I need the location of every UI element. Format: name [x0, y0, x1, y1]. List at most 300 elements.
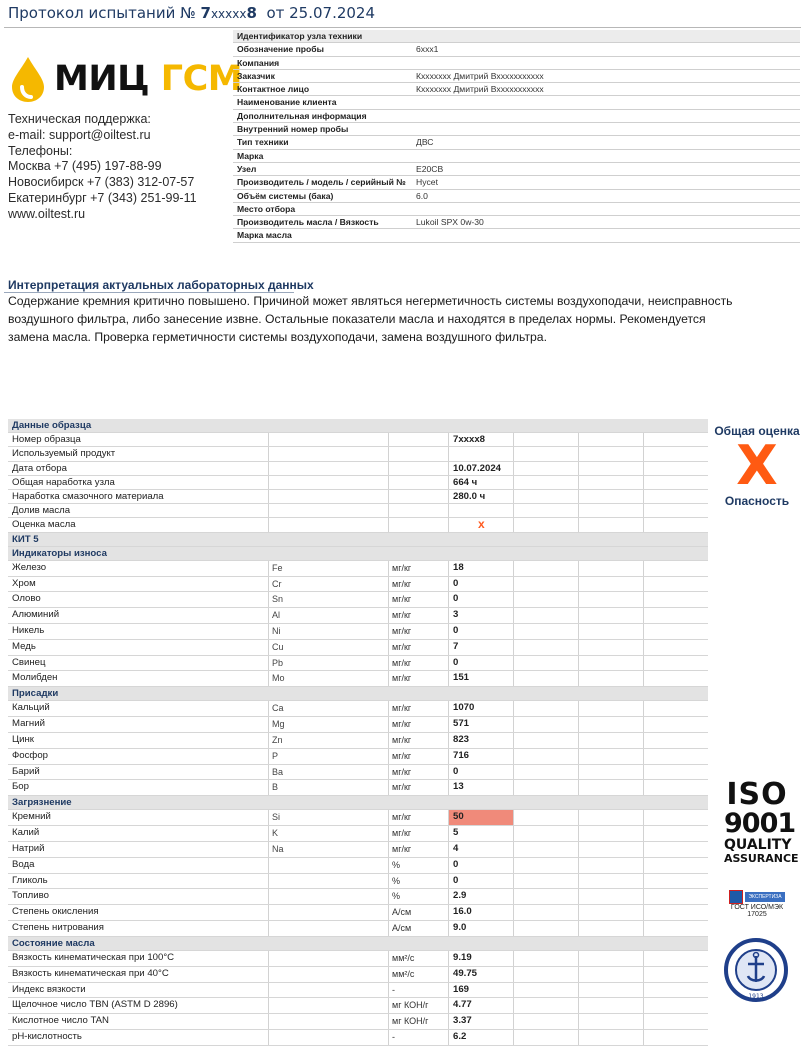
- parameter-symbol: Zn: [272, 735, 283, 746]
- ident-label: Тип техники: [237, 137, 289, 148]
- parameter-name: Медь: [12, 640, 36, 652]
- results-table: [8, 419, 708, 1046]
- column-divider: [513, 967, 514, 982]
- parameter-value: 0: [453, 625, 459, 637]
- column-divider: [578, 1030, 579, 1045]
- table-row: [8, 561, 708, 577]
- ident-value: Hycet: [416, 177, 438, 188]
- column-divider: [513, 810, 514, 825]
- parameter-value: 16.0: [453, 906, 472, 918]
- parameter-unit: мг/кг: [392, 578, 412, 589]
- parameter-unit: мм²/с: [392, 968, 415, 979]
- sample-value: 664 ч: [453, 476, 478, 488]
- parameter-name: Вода: [12, 858, 35, 870]
- iso-line: 9001: [724, 808, 796, 839]
- column-divider: [448, 504, 449, 517]
- parameter-name: Вязкость кинематическая при 100°С: [12, 951, 175, 963]
- column-divider: [448, 640, 449, 655]
- parameter-symbol: Ba: [272, 766, 284, 777]
- column-divider: [388, 640, 389, 655]
- column-divider: [643, 905, 644, 920]
- column-divider: [578, 733, 579, 748]
- ident-value: [412, 150, 416, 162]
- column-divider: [268, 561, 269, 576]
- parameter-name: Индекс вязкости: [12, 983, 86, 995]
- column-divider: [268, 749, 269, 764]
- column-divider: [448, 462, 449, 475]
- column-divider: [643, 433, 644, 446]
- column-divider: [643, 717, 644, 732]
- column-divider: [268, 671, 269, 686]
- column-divider: [513, 889, 514, 904]
- column-divider: [643, 624, 644, 639]
- column-divider: [448, 490, 449, 503]
- column-divider: [268, 765, 269, 780]
- parameter-symbol: B: [272, 782, 279, 793]
- danger-x-icon: X: [736, 434, 778, 497]
- column-divider: [448, 765, 449, 780]
- column-divider: [643, 921, 644, 936]
- column-divider: [513, 624, 514, 639]
- section-contamination: Загрязнение: [8, 796, 708, 810]
- column-divider: [388, 983, 389, 998]
- column-divider: [578, 905, 579, 920]
- parameter-name: Калий: [12, 827, 40, 839]
- ident-row: [233, 96, 800, 109]
- parameter-symbol: Sn: [272, 594, 284, 605]
- sample-label: Используемый продукт: [12, 448, 116, 460]
- column-divider: [643, 656, 644, 671]
- column-divider: [268, 504, 269, 517]
- column-divider: [513, 701, 514, 716]
- parameter-value: 0: [453, 765, 459, 777]
- column-divider: [578, 826, 579, 841]
- parameter-symbol: Cu: [272, 641, 284, 652]
- column-divider: [643, 749, 644, 764]
- ident-label: Контактное лицо: [237, 84, 310, 95]
- overall-status: Опасность: [724, 494, 790, 508]
- table-row: [8, 889, 708, 905]
- column-divider: [388, 561, 389, 576]
- column-divider: [388, 624, 389, 639]
- column-divider: [268, 983, 269, 998]
- column-divider: [448, 701, 449, 716]
- parameter-unit: мг/кг: [392, 750, 412, 761]
- parameter-name: Цинк: [12, 734, 34, 746]
- section-additives: Присадки: [8, 687, 708, 701]
- column-divider: [388, 577, 389, 592]
- ident-row: [233, 203, 800, 216]
- column-divider: [578, 608, 579, 623]
- table-row: [8, 998, 708, 1014]
- column-divider: [513, 561, 514, 576]
- column-divider: [643, 1014, 644, 1029]
- ident-value: Кxxxxxxx Дмитрий Вxxxxxxxxxxx: [416, 84, 544, 95]
- ident-row: [233, 43, 800, 56]
- report-number-part: 8: [246, 4, 257, 22]
- table-row: [8, 780, 708, 796]
- parameter-unit: мг/кг: [392, 562, 412, 573]
- column-divider: [643, 490, 644, 503]
- register-seal-icon: [724, 938, 788, 1002]
- parameter-unit: мг КОН/г: [392, 1016, 429, 1027]
- column-divider: [268, 433, 269, 446]
- column-divider: [643, 701, 644, 716]
- parameter-name: Натрий: [12, 843, 45, 854]
- parameter-unit: мг/кг: [392, 782, 412, 793]
- column-divider: [388, 1030, 389, 1045]
- parameter-unit: мг/кг: [392, 844, 412, 854]
- column-divider: [578, 1014, 579, 1029]
- column-divider: [268, 462, 269, 475]
- ident-row: [233, 150, 800, 163]
- table-row: [8, 476, 708, 490]
- column-divider: [578, 717, 579, 732]
- table-row: [8, 518, 708, 532]
- column-divider: [448, 998, 449, 1013]
- column-divider: [578, 810, 579, 825]
- parameter-name: Гликоль: [12, 874, 48, 886]
- column-divider: [643, 447, 644, 460]
- column-divider: [388, 656, 389, 671]
- column-divider: [448, 951, 449, 966]
- iso-line: QUALITY: [724, 837, 792, 853]
- column-divider: [513, 780, 514, 795]
- column-divider: [388, 765, 389, 780]
- parameter-symbol: Fe: [272, 562, 283, 573]
- table-row: [8, 765, 708, 781]
- column-divider: [513, 490, 514, 503]
- column-divider: [513, 905, 514, 920]
- column-divider: [578, 476, 579, 489]
- parameter-unit: мг/кг: [392, 828, 412, 839]
- table-row: [8, 921, 708, 937]
- parameter-unit: мг/кг: [392, 812, 412, 823]
- column-divider: [643, 1030, 644, 1045]
- contact-line: Новосибирск +7 (383) 312-07-57: [8, 175, 195, 190]
- section-wear: Индикаторы износа: [8, 547, 708, 561]
- column-divider: [448, 561, 449, 576]
- ident-row: [233, 83, 800, 96]
- column-divider: [643, 810, 644, 825]
- parameter-unit: мм²/с: [392, 952, 415, 963]
- parameter-value: 13: [453, 781, 464, 793]
- column-divider: [448, 780, 449, 795]
- column-divider: [268, 592, 269, 607]
- column-divider: [513, 983, 514, 998]
- page-title: [8, 4, 375, 22]
- column-divider: [268, 780, 269, 795]
- column-divider: [388, 810, 389, 825]
- column-divider: [643, 998, 644, 1013]
- ident-value: Lukoil SPX 0w-30: [416, 217, 484, 228]
- column-divider: [578, 998, 579, 1013]
- parameter-symbol: Mo: [272, 673, 285, 684]
- column-divider: [448, 518, 449, 531]
- table-row: [8, 1030, 708, 1046]
- sample-label: Номер образца: [12, 434, 81, 446]
- parameter-value: 3.37: [453, 1015, 472, 1027]
- column-divider: [513, 765, 514, 780]
- sample-value: 280.0 ч: [453, 490, 486, 502]
- column-divider: [513, 476, 514, 489]
- title-divider: [4, 27, 801, 28]
- contact-line: Екатеринбург +7 (343) 251-99-11: [8, 190, 197, 205]
- column-divider: [448, 1014, 449, 1029]
- parameter-unit: мг/кг: [392, 703, 412, 714]
- column-divider: [268, 842, 269, 857]
- column-divider: [643, 858, 644, 873]
- ident-row: [233, 163, 800, 176]
- parameter-unit: -: [392, 1031, 395, 1042]
- ident-value: [412, 96, 416, 108]
- parameter-unit: мг/кг: [392, 610, 412, 621]
- column-divider: [268, 874, 269, 889]
- ident-value: Кxxxxxxx Дмитрий Вxxxxxxxxxxx: [416, 70, 544, 81]
- parameter-symbol: Pb: [272, 657, 284, 668]
- column-divider: [448, 656, 449, 671]
- ident-row: [233, 229, 800, 242]
- ident-row: [233, 123, 800, 136]
- overall-assessment-title: Общая оценка: [714, 424, 800, 438]
- parameter-name: Кислотное число TAN: [12, 1015, 109, 1027]
- parameter-value: 0: [453, 577, 459, 589]
- column-divider: [578, 640, 579, 655]
- ident-label: Марка: [237, 150, 264, 161]
- parameter-value: 7: [453, 640, 459, 652]
- column-divider: [578, 765, 579, 780]
- parameter-name: Алюминий: [12, 609, 60, 621]
- oil-drop-icon: [8, 55, 48, 103]
- parameter-value: 9.0: [453, 921, 467, 933]
- column-divider: [268, 717, 269, 732]
- column-divider: [388, 490, 389, 503]
- column-divider: [643, 780, 644, 795]
- column-divider: [513, 577, 514, 592]
- column-divider: [513, 951, 514, 966]
- column-divider: [388, 967, 389, 982]
- parameter-value: 1070: [453, 702, 475, 714]
- parameter-symbol: P: [272, 750, 279, 761]
- ident-label: Марка масла: [237, 230, 292, 241]
- column-divider: [448, 749, 449, 764]
- column-divider: [513, 518, 514, 531]
- column-divider: [448, 889, 449, 904]
- column-divider: [448, 842, 449, 857]
- parameter-value: 716: [453, 749, 470, 761]
- parameter-unit: мг/кг: [392, 766, 412, 777]
- column-divider: [388, 842, 389, 857]
- parameter-name: pH-кислотность: [12, 1030, 82, 1042]
- ros-badge: [724, 890, 790, 904]
- parameter-name: Степень нитрования: [12, 921, 104, 933]
- iso-line: ASSURANCE: [724, 852, 799, 865]
- column-divider: [448, 608, 449, 623]
- column-divider: [578, 518, 579, 531]
- parameter-name: Олово: [12, 593, 41, 605]
- table-row: [8, 640, 708, 656]
- seal-year: 1913: [748, 993, 764, 1000]
- ident-value: 6.0: [416, 190, 428, 201]
- column-divider: [268, 967, 269, 982]
- contact-line[interactable]: www.oiltest.ru: [8, 206, 86, 221]
- parameter-name: Свинец: [12, 656, 46, 668]
- logo-part-mic: МИЦ: [54, 59, 150, 99]
- column-divider: [268, 476, 269, 489]
- column-divider: [388, 905, 389, 920]
- column-divider: [268, 701, 269, 716]
- column-divider: [643, 826, 644, 841]
- parameter-name: Степень окисления: [12, 906, 99, 918]
- column-divider: [388, 701, 389, 716]
- table-row: [8, 701, 708, 717]
- parameter-symbol: Cr: [272, 578, 282, 589]
- column-divider: [448, 733, 449, 748]
- contact-line[interactable]: e-mail: support@oiltest.ru: [8, 127, 151, 142]
- column-divider: [268, 490, 269, 503]
- title-prefix: Протокол испытаний №: [8, 4, 196, 22]
- sample-label: Оценка масла: [12, 519, 76, 531]
- column-divider: [578, 671, 579, 686]
- column-divider: [643, 592, 644, 607]
- kit-label: КИТ 5: [8, 533, 708, 547]
- column-divider: [578, 889, 579, 904]
- parameter-value: 0: [453, 874, 459, 886]
- parameter-value: 6.2: [453, 1030, 467, 1042]
- column-divider: [513, 592, 514, 607]
- ident-label: Место отбора: [237, 203, 296, 214]
- ident-row: [233, 70, 800, 83]
- column-divider: [448, 826, 449, 841]
- ros-standard-number: 17025: [747, 911, 767, 918]
- table-row: [8, 810, 708, 826]
- section-condition: Состояние масла: [8, 937, 708, 951]
- column-divider: [268, 1030, 269, 1045]
- contacts-block: [8, 112, 197, 223]
- parameter-unit: -: [392, 984, 395, 995]
- column-divider: [448, 671, 449, 686]
- ident-value: [412, 123, 416, 135]
- column-divider: [268, 624, 269, 639]
- column-divider: [388, 518, 389, 531]
- column-divider: [513, 671, 514, 686]
- column-divider: [578, 842, 579, 857]
- column-divider: [578, 624, 579, 639]
- column-divider: [513, 717, 514, 732]
- column-divider: [268, 889, 269, 904]
- parameter-unit: мг/кг: [392, 657, 412, 668]
- logo-part-gsm: ГСМ: [160, 59, 243, 99]
- ros-square-icon: [729, 890, 743, 904]
- table-row: [8, 983, 708, 999]
- logo-wordmark: [54, 59, 242, 99]
- column-divider: [388, 858, 389, 873]
- column-divider: [388, 717, 389, 732]
- ident-row: [233, 57, 800, 70]
- column-divider: [578, 656, 579, 671]
- column-divider: [388, 921, 389, 936]
- table-row: [8, 967, 708, 983]
- column-divider: [268, 640, 269, 655]
- parameter-name: Щелочное число TBN (ASTM D 2896): [12, 999, 178, 1011]
- column-divider: [388, 733, 389, 748]
- column-divider: [513, 1014, 514, 1029]
- column-divider: [388, 462, 389, 475]
- column-divider: [643, 671, 644, 686]
- parameter-value: 49.75: [453, 967, 478, 979]
- ident-value: [412, 57, 416, 69]
- ident-row: [233, 110, 800, 123]
- table-row: [8, 858, 708, 874]
- column-divider: [643, 608, 644, 623]
- parameter-value: 0: [453, 656, 459, 668]
- table-row: [8, 874, 708, 890]
- ident-value: E20CB: [416, 163, 444, 174]
- parameter-unit: А/см: [392, 907, 412, 918]
- parameter-name: Кальций: [12, 702, 50, 714]
- column-divider: [578, 490, 579, 503]
- column-divider: [448, 624, 449, 639]
- column-divider: [268, 810, 269, 825]
- column-divider: [448, 967, 449, 982]
- column-divider: [388, 1014, 389, 1029]
- ident-row: [233, 176, 800, 189]
- column-divider: [643, 951, 644, 966]
- parameter-symbol: Ca: [272, 703, 284, 714]
- column-divider: [513, 447, 514, 460]
- column-divider: [268, 447, 269, 460]
- parameter-value: 571: [453, 718, 470, 730]
- column-divider: [388, 476, 389, 489]
- ident-value: [412, 229, 416, 241]
- column-divider: [643, 462, 644, 475]
- column-divider: [578, 874, 579, 889]
- parameter-name: Фосфор: [12, 749, 48, 761]
- column-divider: [448, 592, 449, 607]
- report-number-part: 7: [200, 4, 211, 22]
- column-divider: [513, 462, 514, 475]
- parameter-unit: мг/кг: [392, 626, 412, 637]
- column-divider: [643, 561, 644, 576]
- parameter-unit: мг/кг: [392, 673, 412, 684]
- ident-label: Заказчик: [237, 70, 275, 81]
- column-divider: [388, 826, 389, 841]
- parameter-value: 2.9: [453, 890, 467, 902]
- parameter-value: 169: [453, 983, 470, 995]
- parameter-value: 50: [453, 811, 464, 823]
- parameter-name: Вязкость кинематическая при 40°С: [12, 967, 169, 979]
- column-divider: [268, 951, 269, 966]
- table-row: [8, 842, 708, 858]
- parameter-name: Магний: [12, 718, 45, 730]
- parameter-unit: мг/кг: [392, 735, 412, 746]
- column-divider: [643, 640, 644, 655]
- column-divider: [448, 717, 449, 732]
- column-divider: [513, 921, 514, 936]
- table-row: [8, 490, 708, 504]
- ident-row: [233, 190, 800, 203]
- column-divider: [448, 1030, 449, 1045]
- column-divider: [268, 577, 269, 592]
- table-row: [8, 733, 708, 749]
- column-divider: [513, 749, 514, 764]
- oil-grade-x-icon: x: [478, 517, 485, 532]
- ident-value: [412, 203, 416, 215]
- parameter-unit: %: [392, 875, 401, 886]
- column-divider: [643, 983, 644, 998]
- ident-row: [233, 216, 800, 229]
- parameter-value: 5: [453, 827, 459, 839]
